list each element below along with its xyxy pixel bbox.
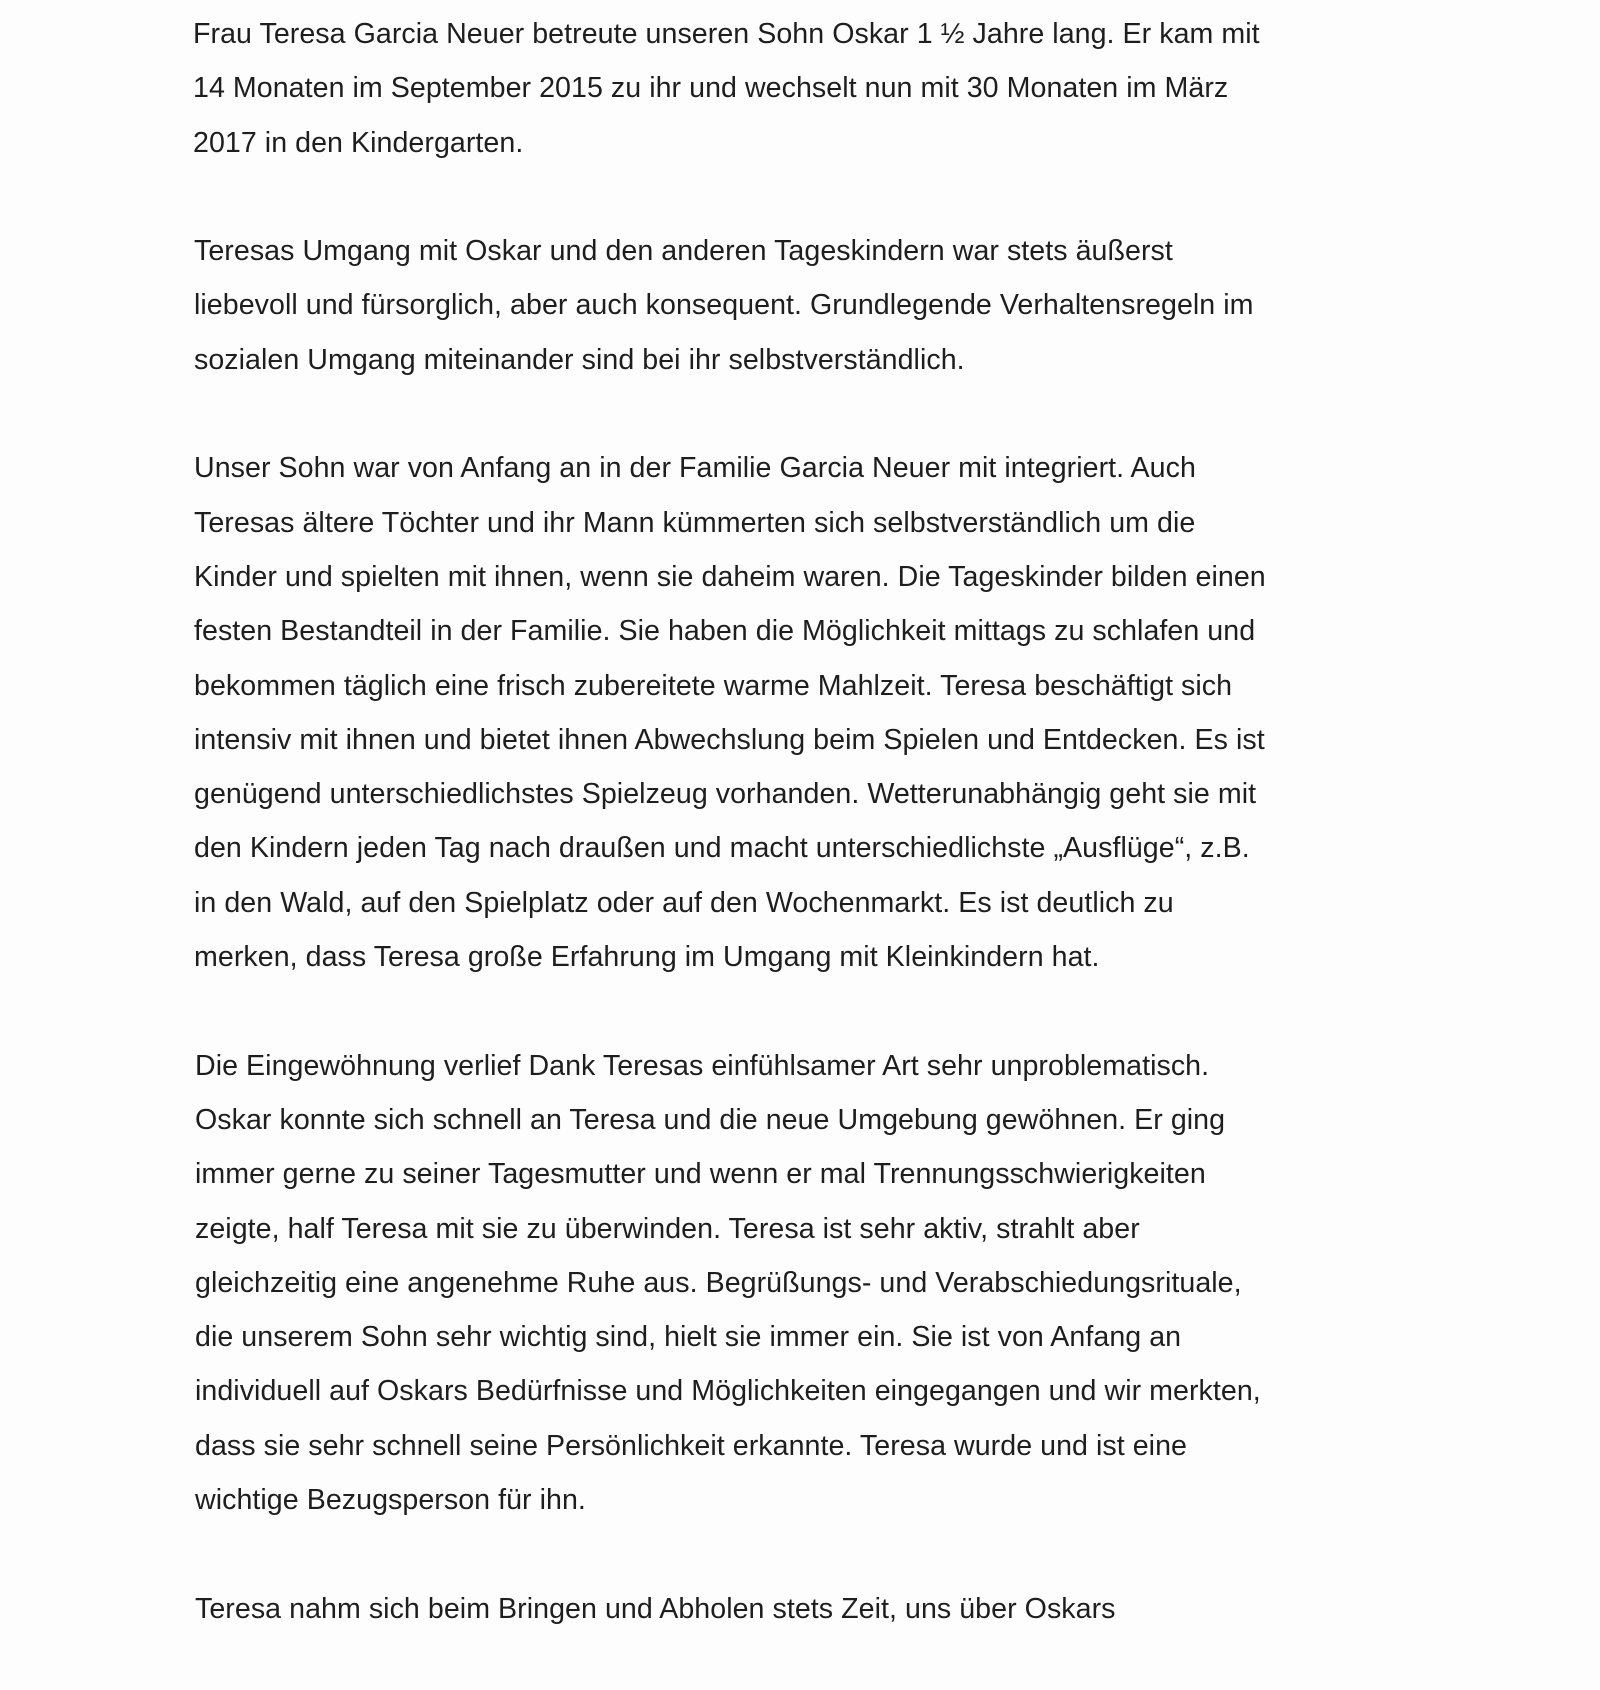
text-line: die unserem Sohn sehr wichtig sind, hielt sie immer ein. Sie ist von Anfang an (195, 1321, 1182, 1354)
text-line: festen Bestandteil in der Familie. Sie haben die Möglichkeit mittags zu schlafen und (194, 615, 1256, 648)
text-line: Teresas ältere Töchter und ihr Mann kümmerten sich selbstverständlich um die (194, 506, 1196, 539)
text-line: intensiv mit ihnen und bietet ihnen Abwechslung beim Spielen und Entdecken. Es ist (194, 723, 1265, 756)
text-line: merken, dass Teresa große Erfahrung im Umgang mit Kleinkindern hat. (194, 941, 1100, 974)
paragraph-care-period (193, 7, 1393, 170)
text-line: Oskar konnte sich schnell an Teresa und die neue Umgebung gewöhnen. Er ging (195, 1103, 1226, 1136)
text-line: gleichzeitig eine angenehme Ruhe aus. Begrüßungs- und Verabschiedungsrituale, (195, 1266, 1242, 1299)
text-line: Kinder und spielten mit ihnen, wenn sie daheim waren. Die Tageskinder bilden einen (194, 560, 1266, 593)
paragraph-communication (195, 1582, 1393, 1636)
text-line: sozialen Umgang miteinander sind bei ihr selbstverständlich. (194, 343, 965, 376)
letter-body (193, 7, 1393, 1690)
text-line: bekommen täglich eine frisch zubereitete warme Mahlzeit. Teresa beschäftigt sich (194, 669, 1233, 702)
text-line: zeigte, half Teresa mit sie zu überwinden. Teresa ist sehr aktiv, strahlt aber (195, 1212, 1140, 1245)
text-line: wichtige Bezugsperson für ihn. (195, 1484, 586, 1517)
text-line: 14 Monaten im September 2015 zu ihr und wechselt nun mit 30 Monaten im März (193, 72, 1229, 105)
text-line: Unser Sohn war von Anfang an in der Familie Garcia Neuer mit integriert. Auch (194, 452, 1196, 485)
text-line: liebevoll und fürsorglich, aber auch konsequent. Grundlegende Verhaltensregeln im (194, 289, 1254, 322)
text-line: 2017 in den Kindergarten. (193, 126, 524, 159)
text-line: Die Eingewöhnung verlief Dank Teresas einfühlsamer Art sehr unproblematisch. (195, 1049, 1210, 1082)
text-line: dass sie sehr schnell seine Persönlichkeit erkannte. Teresa wurde und ist eine (195, 1429, 1187, 1462)
text-line: Teresa nahm sich beim Bringen und Abholen stets Zeit, uns über Oskars (195, 1592, 1116, 1625)
paragraph-interaction (194, 224, 1393, 387)
text-line: individuell auf Oskars Bedürfnisse und Möglichkeiten eingegangen und wir merkten, (195, 1375, 1261, 1408)
text-line: Frau Teresa Garcia Neuer betreute unseren Sohn Oskar 1 ½ Jahre lang. Er kam mit (193, 18, 1260, 50)
paragraph-family (194, 441, 1393, 984)
text-line: immer gerne zu seiner Tagesmutter und wenn er mal Trennungsschwierigkeiten (195, 1158, 1206, 1191)
text-line: in den Wald, auf den Spielplatz oder auf den Wochenmarkt. Es ist deutlich zu (194, 886, 1174, 919)
text-line: genügend unterschiedlichstes Spielzeug vorhanden. Wetterunabhängig geht sie mit (194, 778, 1257, 811)
text-line: Teresas Umgang mit Oskar und den anderen Tageskindern war stets äußerst (194, 235, 1173, 268)
text-line: den Kindern jeden Tag nach draußen und macht unterschiedlichste „Ausflüge“, z.B. (194, 832, 1250, 865)
paragraph-settling-in (195, 1039, 1393, 1528)
